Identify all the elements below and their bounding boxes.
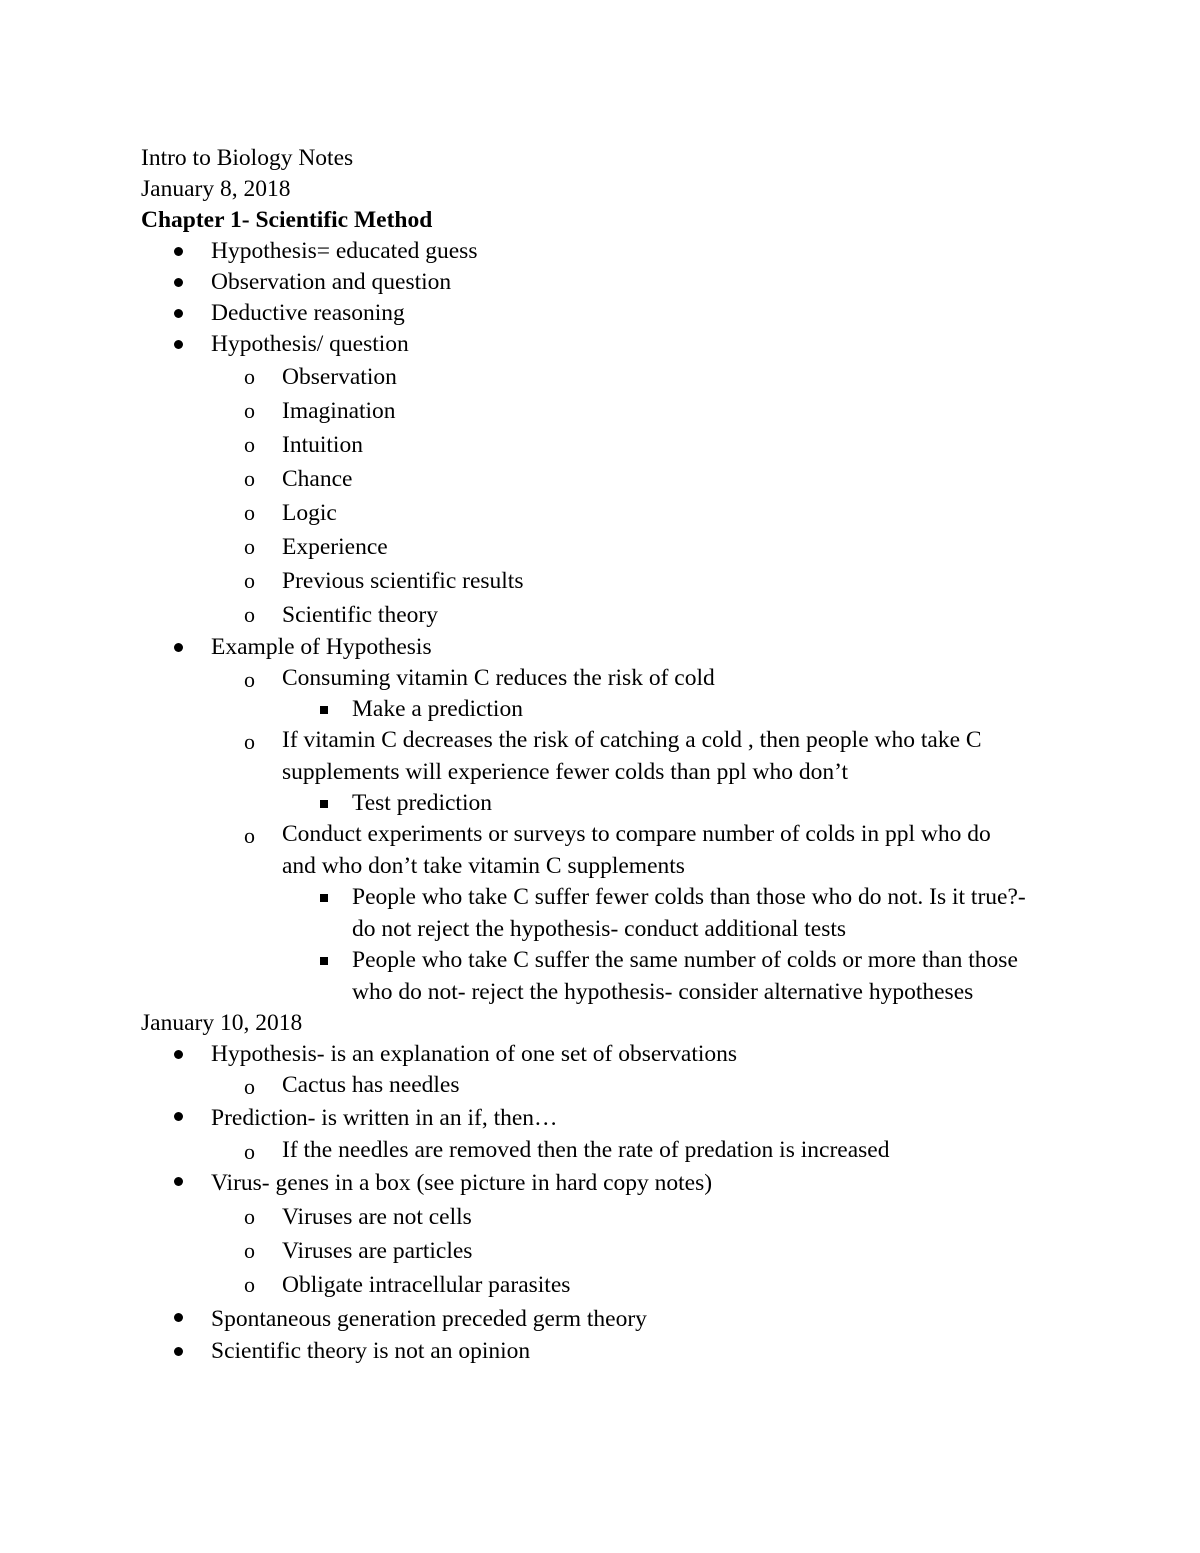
chapter-heading: Chapter 1- Scientific Method — [141, 207, 433, 233]
circle-bullet-icon: o — [244, 1074, 255, 1099]
bullet-icon — [174, 643, 183, 652]
bullet-icon — [174, 1050, 183, 1059]
list-item: Observation and question — [211, 267, 1061, 298]
list-item: o Cactus has needles — [282, 1070, 1061, 1101]
bullet-icon — [174, 1313, 183, 1322]
date-heading: January 8, 2018 — [141, 176, 291, 202]
list-item: o Intuition — [282, 428, 1061, 462]
list-item: o Obligate intracellular parasites — [282, 1268, 1061, 1302]
list-item: Example of Hypothesis — [211, 632, 1061, 663]
circle-bullet-icon: o — [244, 364, 255, 389]
list-item: Make a prediction — [352, 694, 1061, 725]
list-item: Hypothesis- is an explanation of one set of observations — [211, 1039, 1061, 1070]
document-title: Intro to Biology Notes — [141, 145, 354, 171]
list-item: o Chance — [282, 462, 1061, 496]
circle-bullet-icon: o — [244, 602, 255, 627]
list-item: Deductive reasoning — [211, 298, 1061, 329]
list-item: o If vitamin C decreases the risk of catching a cold , then people who take C supplements will experience fewer colds than ppl who don’t — [244, 727, 982, 785]
bullet-icon — [174, 247, 183, 256]
square-bullet-icon — [320, 957, 328, 965]
circle-bullet-icon: o — [244, 667, 255, 692]
list-item: o Conduct experiments or surveys to compare number of colds in ppl who do and who don’t take vitamin C supplements — [244, 821, 991, 879]
list-item: o Viruses are particles — [282, 1234, 1061, 1268]
list-item: Virus- genes in a box (see picture in hard copy notes) — [211, 1166, 1061, 1200]
list-item: o Previous scientific results — [282, 564, 1061, 598]
list-item: People who take C suffer the same number of colds or more than those who do not- reject the hypothesis- consider alternative hypotheses — [352, 945, 1022, 1008]
bullet-icon — [174, 1347, 183, 1356]
circle-bullet-icon: o — [244, 466, 255, 491]
list-item: People who take C suffer fewer colds than those who do not. Is it true?- do not reject the hypothesis- conduct additional tests — [352, 882, 1052, 945]
list-item: o Consuming vitamin C reduces the risk of cold — [282, 663, 1061, 694]
list-item: o Scientific theory — [282, 598, 1061, 632]
bullet-icon — [174, 309, 183, 318]
circle-bullet-icon: o — [244, 500, 255, 525]
square-bullet-icon — [320, 706, 328, 714]
circle-bullet-icon: o — [244, 823, 255, 848]
square-bullet-icon — [320, 894, 328, 902]
list-item: Test prediction — [352, 788, 1061, 819]
list-item: Scientific theory is not an opinion — [211, 1336, 1061, 1367]
bullet-icon — [174, 278, 183, 287]
date-heading: January 10, 2018 — [141, 1010, 303, 1036]
list-item: o Logic — [282, 496, 1061, 530]
list-item: o If the needles are removed then the rate of predation is increased — [282, 1135, 1061, 1166]
list-item: o Imagination — [282, 394, 1061, 428]
circle-bullet-icon: o — [244, 398, 255, 423]
document-page — [141, 143, 1061, 1367]
circle-bullet-icon: o — [244, 534, 255, 559]
circle-bullet-icon: o — [244, 568, 255, 593]
circle-bullet-icon: o — [244, 1204, 255, 1229]
list-item: Spontaneous generation preceded germ theory — [211, 1302, 1061, 1336]
bullet-icon — [174, 1112, 183, 1121]
list-item: Hypothesis= educated guess — [211, 236, 1061, 267]
circle-bullet-icon: o — [244, 1238, 255, 1263]
list-item: o Observation — [282, 360, 1061, 394]
bullet-icon — [174, 1177, 183, 1186]
bullet-icon — [174, 340, 183, 349]
circle-bullet-icon: o — [244, 1272, 255, 1297]
circle-bullet-icon: o — [244, 729, 255, 754]
list-item: Prediction- is written in an if, then… — [211, 1101, 1061, 1135]
list-item: o Experience — [282, 530, 1061, 564]
list-item: o Viruses are not cells — [282, 1200, 1061, 1234]
circle-bullet-icon: o — [244, 1139, 255, 1164]
list-item: Hypothesis/ question — [211, 329, 1061, 360]
circle-bullet-icon: o — [244, 432, 255, 457]
square-bullet-icon — [320, 800, 328, 808]
